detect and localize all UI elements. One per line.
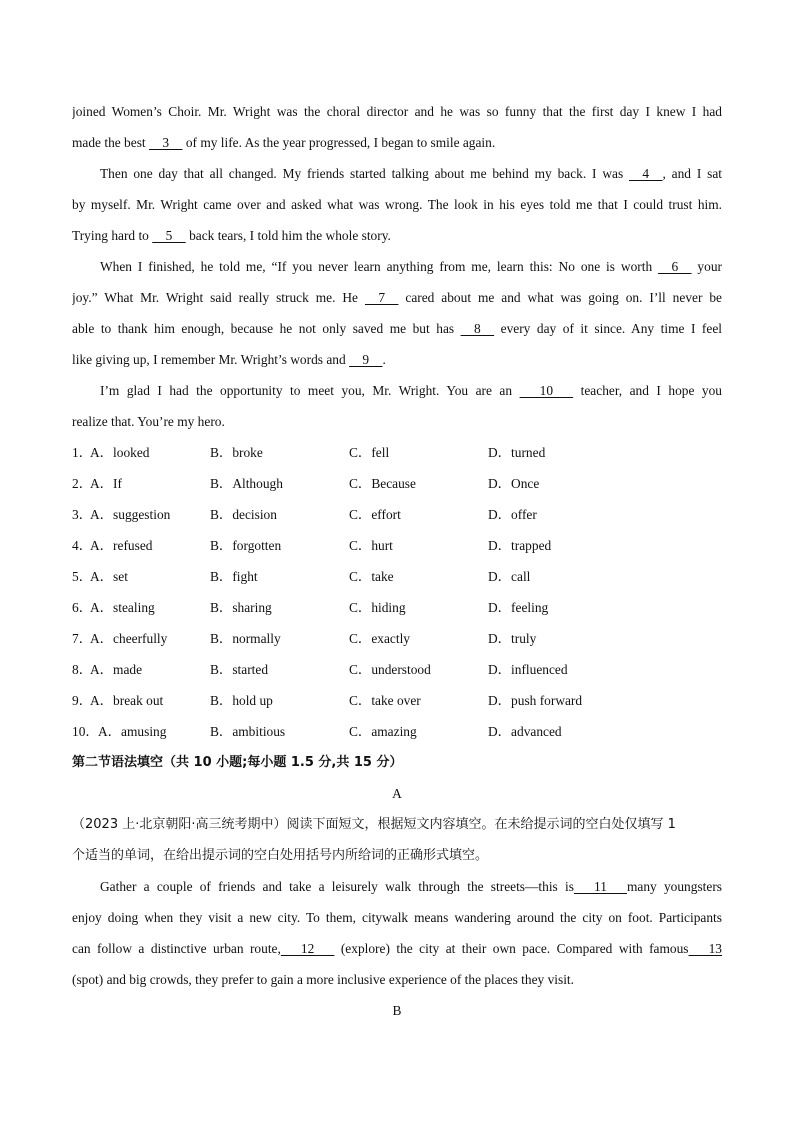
option-a: A．cheerfully bbox=[90, 631, 168, 646]
question-number: 1． bbox=[72, 445, 93, 460]
passage-text: Gather a couple of friends and take a leisurely walk through the streets—this is bbox=[100, 879, 574, 894]
passage-text: When I finished, he told me, “If you never learn anything from me, learn this: No one is worth bbox=[100, 259, 659, 274]
option-c: C．take over bbox=[349, 693, 421, 708]
option-d: D．advanced bbox=[488, 724, 562, 739]
question-number: 8． bbox=[72, 662, 93, 677]
passage-line bbox=[72, 220, 722, 251]
option-c: C．amazing bbox=[349, 724, 417, 739]
passage-line bbox=[72, 158, 722, 189]
question-number: 7． bbox=[72, 631, 93, 646]
option-d: D．truly bbox=[488, 631, 537, 646]
question-row bbox=[72, 592, 722, 623]
passage-text: (explore) the city at their own pace. Compared with famous bbox=[334, 941, 689, 956]
passage-line bbox=[72, 313, 722, 344]
option-a: A．stealing bbox=[90, 600, 155, 615]
option-a: A．set bbox=[90, 569, 128, 584]
passage-line bbox=[72, 127, 722, 158]
question-list bbox=[72, 437, 722, 747]
passage-text: of my life. As the year progressed, I began to smile again. bbox=[182, 135, 496, 150]
option-a: A．refused bbox=[90, 538, 153, 553]
option-b: B．ambitious bbox=[210, 724, 286, 739]
option-b: B．hold up bbox=[210, 693, 273, 708]
option-b: B．normally bbox=[210, 631, 281, 646]
passage-line bbox=[72, 871, 722, 902]
option-b: B．forgotten bbox=[210, 538, 282, 553]
option-b: B．decision bbox=[210, 507, 277, 522]
passage-text: Then one day that all changed. My friends started talking about me behind my back. I was bbox=[100, 166, 629, 181]
question-row bbox=[72, 499, 722, 530]
passage-text: (spot) and big crowds, they prefer to gain a more inclusive experience of the places they visit. bbox=[72, 972, 574, 987]
question-row bbox=[72, 561, 722, 592]
question-number: 5． bbox=[72, 569, 93, 584]
passage-text: joined Women’s Choir. Mr. Wright was the choral director and he was so funny that the first day I knew I had bbox=[72, 104, 722, 119]
question-number: 4． bbox=[72, 538, 93, 553]
passage-text: your bbox=[691, 259, 722, 274]
passage-text: able to thank him enough, because he not only saved me but has bbox=[72, 321, 461, 336]
blank-13: 13 bbox=[688, 941, 722, 956]
passage-text: I’m glad I had the opportunity to meet you, Mr. Wright. You are an bbox=[100, 383, 520, 398]
option-d: D．Once bbox=[488, 476, 540, 491]
passage-text: by myself. Mr. Wright came over and asked what was wrong. The look in his eyes told me that I could trust him. bbox=[72, 197, 722, 212]
question-number: 2． bbox=[72, 476, 93, 491]
passage-line bbox=[72, 902, 722, 933]
instruction-line: 个适当的单词，在给出提示词的空白处用括号内所给词的正确形式填空。 bbox=[72, 848, 489, 863]
question-row bbox=[72, 468, 722, 499]
option-d: D．turned bbox=[488, 445, 546, 460]
part-label-b: B bbox=[392, 1003, 402, 1018]
option-d: D．feeling bbox=[488, 600, 549, 615]
passage-line bbox=[72, 344, 722, 375]
option-d: D．call bbox=[488, 569, 531, 584]
option-d: D．influenced bbox=[488, 662, 568, 677]
option-c: C．hurt bbox=[349, 538, 393, 553]
passage-line bbox=[72, 375, 722, 406]
option-a: A．If bbox=[90, 476, 122, 491]
question-number: 6． bbox=[72, 600, 93, 615]
option-c: C．Because bbox=[349, 476, 416, 491]
option-c: C．understood bbox=[349, 662, 431, 677]
option-c: C．fell bbox=[349, 445, 390, 460]
passage-text: . bbox=[382, 352, 386, 367]
option-b: B．broke bbox=[210, 445, 263, 460]
question-number: 3． bbox=[72, 507, 93, 522]
part-label-a: A bbox=[392, 786, 402, 801]
passage-line bbox=[72, 964, 722, 995]
passage-text: every day of it since. Any time I feel bbox=[494, 321, 722, 336]
option-b: B．fight bbox=[210, 569, 258, 584]
passage-text: can follow a distinctive urban route, bbox=[72, 941, 281, 956]
option-b: B．sharing bbox=[210, 600, 272, 615]
passage-text: joy.” What Mr. Wright said really struck me. He bbox=[72, 290, 365, 305]
passage-text: enjoy doing when they visit a new city. To them, citywalk means wandering around the city on foot. Participants bbox=[72, 910, 722, 925]
blank-8: 8 bbox=[460, 321, 495, 336]
passage-text: back tears, I told him the whole story. bbox=[185, 228, 391, 243]
passage-line bbox=[72, 406, 722, 437]
blank-5: 5 bbox=[152, 228, 186, 243]
blank-7: 7 bbox=[364, 290, 399, 305]
blank-12: 12 bbox=[280, 941, 335, 956]
passage-line bbox=[72, 933, 722, 964]
passage-text: Trying hard to bbox=[72, 228, 153, 243]
question-number: 10． bbox=[72, 724, 99, 739]
question-row bbox=[72, 685, 722, 716]
option-a: A．looked bbox=[90, 445, 150, 460]
passage-text: teacher, and I hope you bbox=[573, 383, 722, 398]
passage-text: realize that. You’re my hero. bbox=[72, 414, 225, 429]
blank-6: 6 bbox=[658, 259, 692, 274]
question-row bbox=[72, 654, 722, 685]
option-b: B．started bbox=[210, 662, 269, 677]
question-row bbox=[72, 623, 722, 654]
question-row bbox=[72, 530, 722, 561]
document-page bbox=[72, 96, 722, 1026]
blank-9: 9 bbox=[349, 352, 383, 367]
instruction-line: （2023 上·北京朝阳·高三统考期中）阅读下面短文，根据短文内容填空。在未给提示词的空白处仅填写 1 bbox=[72, 817, 676, 832]
blank-4: 4 bbox=[629, 166, 663, 181]
option-c: C．take bbox=[349, 569, 394, 584]
blank-3: 3 bbox=[148, 135, 183, 150]
question-number: 9． bbox=[72, 693, 93, 708]
passage-line bbox=[72, 251, 722, 282]
option-a: A．made bbox=[90, 662, 143, 677]
passage-text: many youngsters bbox=[627, 879, 722, 894]
blank-11: 11 bbox=[573, 879, 627, 894]
passage-line bbox=[72, 96, 722, 127]
question-row bbox=[72, 716, 722, 747]
option-c: C．effort bbox=[349, 507, 401, 522]
passage-text: like giving up, I remember Mr. Wright’s words and bbox=[72, 352, 350, 367]
passage-text: , and I sat bbox=[662, 166, 722, 181]
section-heading: 第二节语法填空（共 10 小题;每小题 1.5 分,共 15 分） bbox=[72, 755, 403, 770]
option-a: A．suggestion bbox=[90, 507, 171, 522]
passage-line bbox=[72, 189, 722, 220]
passage-line bbox=[72, 282, 722, 313]
option-d: D．trapped bbox=[488, 538, 552, 553]
option-a: A．amusing bbox=[98, 724, 167, 739]
option-c: C．hiding bbox=[349, 600, 406, 615]
passage-text: made the best bbox=[72, 135, 149, 150]
question-row bbox=[72, 437, 722, 468]
option-a: A．break out bbox=[90, 693, 164, 708]
blank-10: 10 bbox=[519, 383, 574, 398]
option-b: B．Although bbox=[210, 476, 283, 491]
option-d: D．push forward bbox=[488, 693, 583, 708]
option-d: D．offer bbox=[488, 507, 537, 522]
option-c: C．exactly bbox=[349, 631, 410, 646]
passage-text: cared about me and what was going on. I’ll never be bbox=[398, 290, 722, 305]
